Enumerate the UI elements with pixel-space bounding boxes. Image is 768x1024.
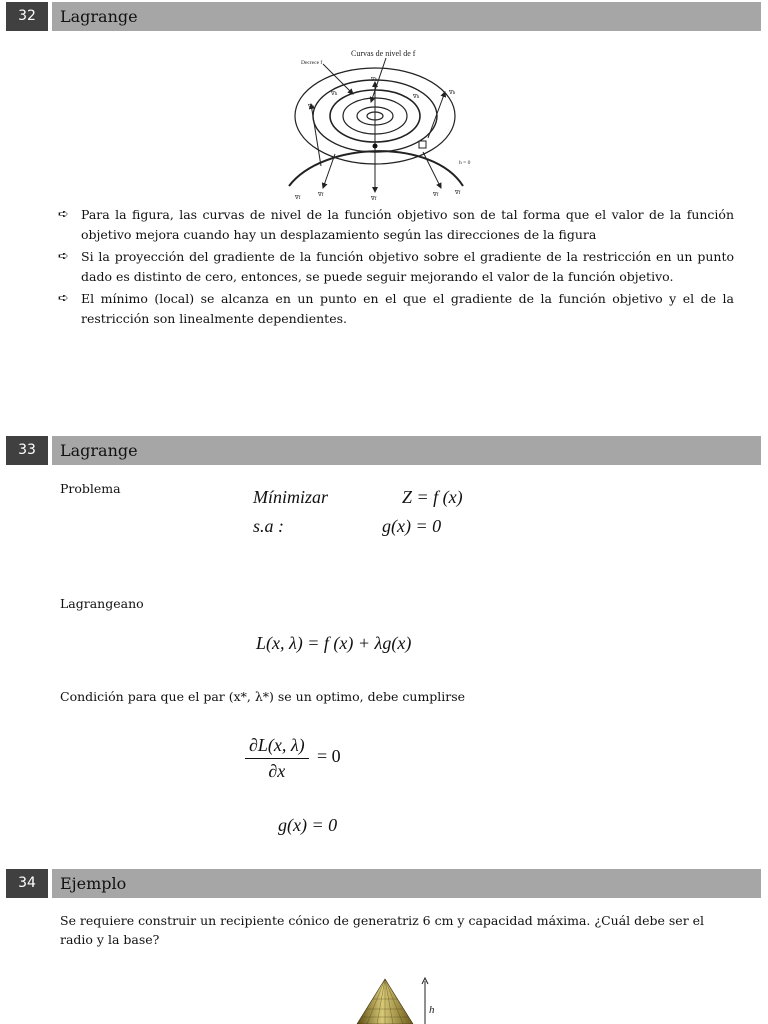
grad-f-label: ∇f [318, 192, 324, 198]
list-item [58, 289, 734, 329]
subject-to-label: s.a : [253, 516, 284, 536]
grad-f-label: ∇f [455, 190, 461, 196]
bullet-text: El mínimo (local) se alcanza en un punto en el que el gradiente de la función objetivo y el de la restricción son linealmente dependientes. [81, 291, 734, 326]
constraint-label: h = 0 [459, 160, 471, 166]
fraction-numerator: ∂L(x, λ) [245, 735, 309, 759]
grad-f-label: ∇f [371, 196, 377, 200]
lagrangean-label: Lagrangeano [60, 596, 144, 611]
slide-34-header [0, 869, 761, 898]
slide-title-bar [52, 869, 761, 898]
arrow-bullet-icon: ➪ [58, 249, 69, 264]
figure-title: Curvas de nivel de f [351, 49, 416, 58]
example-problem-text: Se requiere construir un recipiente cónico de generatriz 6 cm y capacidad máxima. ¿Cuál debe ser el radio y la base? [60, 913, 705, 947]
partial-derivative-fraction [245, 735, 309, 782]
slide-number: 32 [6, 2, 48, 31]
bullet-text: Si la proyección del gradiente de la función objetivo sobre el gradiente de la restricción en un punto dado es distinto de cero, entonces, se puede seguir mejorando el valor de la función objetivo. [81, 249, 734, 284]
grad-h-label: ∇h [331, 91, 338, 97]
derivative-equals-zero: = 0 [317, 746, 341, 766]
slide-title: Ejemplo [60, 874, 127, 893]
cone-figure [355, 975, 445, 1024]
bullet-list [58, 205, 734, 331]
slide-number: 33 [6, 436, 48, 465]
slide-33-header [0, 436, 761, 465]
constraint-equation: g(x) = 0 [382, 516, 442, 536]
objective-function: Z = f (x) [402, 487, 463, 507]
gradient-arrow [311, 104, 321, 166]
slide-number: 34 [6, 869, 48, 898]
gradient-arrow [423, 152, 441, 188]
fraction-denominator: ∂x [268, 761, 286, 781]
slide-title: Lagrange [60, 441, 138, 460]
right-angle-mark [419, 141, 426, 148]
grad-h-label: ∇h [371, 77, 378, 83]
grad-h-label: ∇h [308, 104, 315, 110]
minimize-word: Mínimizar [253, 487, 329, 507]
level-curves-figure [283, 46, 483, 200]
grad-f-label: ∇f [295, 195, 301, 200]
optimality-condition-text: Condición para que el par (x*, λ*) se un optimo, debe cumplirse [60, 689, 466, 704]
problem-label: Problema [60, 481, 121, 496]
slide-title-bar [52, 436, 761, 465]
tangent-point [373, 144, 378, 149]
decrease-label: Decrece f [301, 60, 323, 66]
grad-f-label: ∇f [433, 192, 439, 198]
slide-title-bar [52, 2, 761, 31]
grad-h-label: ∇h [413, 94, 420, 100]
slide-title: Lagrange [60, 7, 138, 26]
arrow-bullet-icon: ➪ [58, 291, 69, 306]
grad-h-label: ∇h [449, 90, 456, 96]
list-item [58, 205, 734, 245]
list-item [58, 247, 734, 287]
height-label: h [429, 1004, 435, 1016]
lagrangean-equation: L(x, λ) = f (x) + λg(x) [256, 633, 412, 653]
constraint-equation-2: g(x) = 0 [278, 815, 338, 835]
bullet-text: Para la figura, las curvas de nivel de la función objetivo son de tal forma que el valor de la función objetivo mejora cuando hay un desplazamiento según las direcciones de la figura [81, 207, 734, 242]
arrow-bullet-icon: ➪ [58, 207, 69, 222]
decrease-arrow [323, 64, 353, 94]
slide-32-header [0, 2, 761, 31]
